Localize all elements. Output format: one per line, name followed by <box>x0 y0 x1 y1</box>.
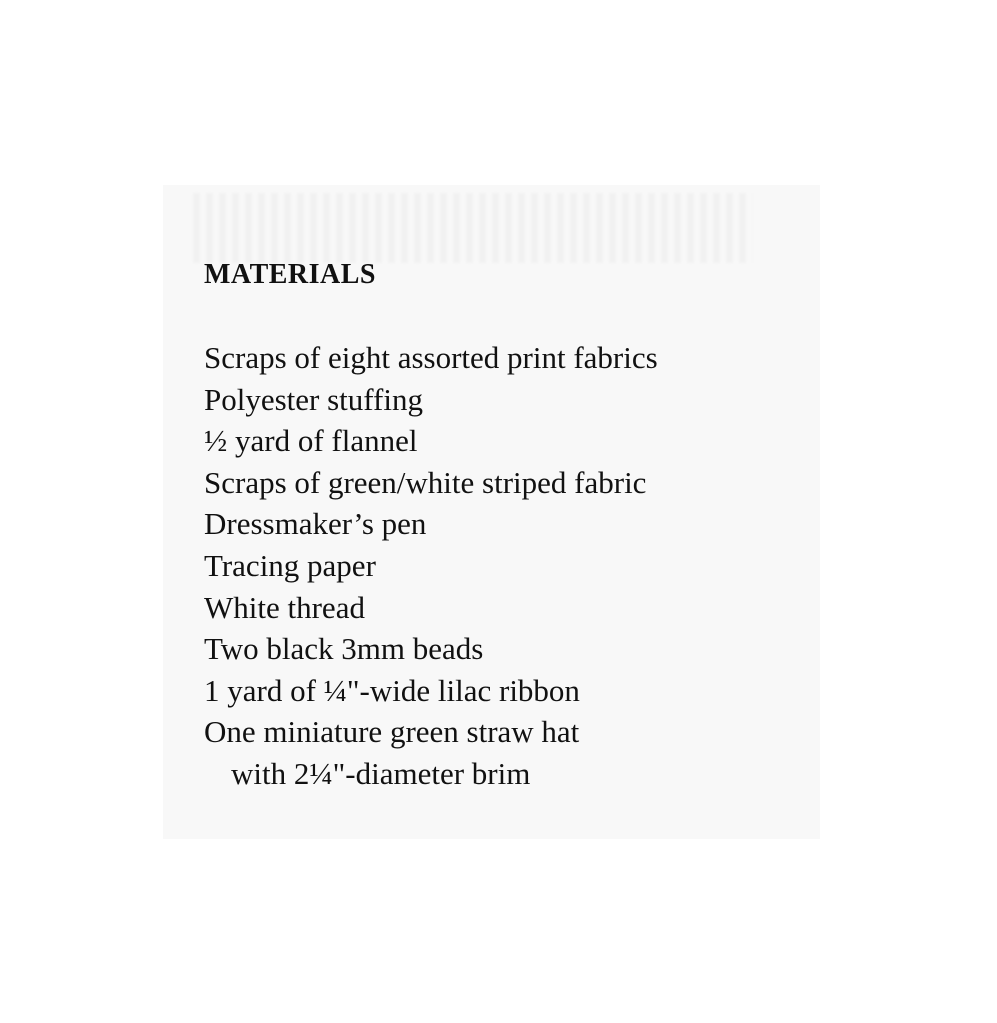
list-item: Dressmaker’s pen <box>204 506 427 542</box>
list-item-line: One miniature green straw hat <box>204 714 580 750</box>
list-item: ½ yard of flannel <box>204 423 418 459</box>
list-item: Tracing paper <box>204 547 376 583</box>
bleed-through-texture <box>193 193 753 263</box>
materials-list <box>204 337 658 795</box>
list-item: Scraps of eight assorted print fabrics <box>204 340 658 375</box>
list-item: Two black 3mm beads <box>204 631 484 667</box>
list-item-multiline <box>204 711 658 794</box>
list-item-continuation: with 2¼"-diameter brim <box>231 755 531 791</box>
materials-heading: MATERIALS <box>204 259 377 290</box>
list-item: 1 yard of ¼"-wide lilac ribbon <box>204 672 580 708</box>
list-item: White thread <box>204 589 365 625</box>
list-item: Polyester stuffing <box>204 381 423 417</box>
list-item: Scraps of green/white striped fabric <box>204 464 647 500</box>
